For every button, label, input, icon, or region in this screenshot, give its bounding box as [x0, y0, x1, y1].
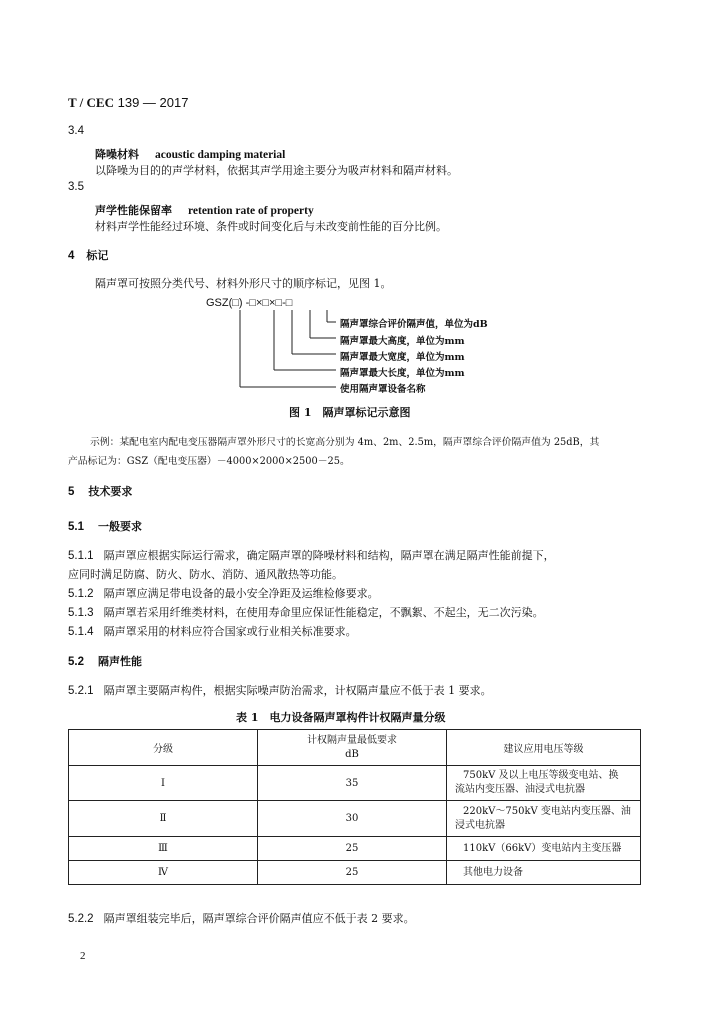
section-5-heading [68, 483, 132, 499]
header-application: 建议应用电压等级 [447, 730, 641, 766]
cell-grade: Ⅲ [69, 837, 258, 861]
cell-value: 35 [258, 766, 447, 801]
section-5-2-title: 隔声性能 [98, 655, 142, 668]
clause-number: 5.1.1 [68, 550, 94, 562]
section-5-2-heading [68, 653, 142, 669]
term-cn: 声学性能保留率 [95, 204, 172, 217]
figure-1-caption: 图 1 隔声罩标记示意图 [289, 406, 411, 419]
section-3-4-number: 3.4 [68, 125, 84, 137]
table-header-row [69, 730, 641, 766]
clause-5-1-1-line-1 [68, 547, 555, 563]
section-5-number: 5 [68, 486, 75, 498]
term-cn: 降噪材料 [95, 148, 139, 161]
diagram-label-width: 隔声罩最大宽度，单位为mm [340, 352, 465, 363]
document-header [68, 95, 188, 111]
table-1-caption: 表 1 电力设备隔声罩构件计权隔声量分级 [236, 711, 446, 724]
diagram-label-length: 隔声罩最大长度，单位为mm [340, 368, 465, 379]
clause-number: 5.2.2 [68, 913, 94, 925]
cell-application: 110kV（66kV）变电站内主变压器 [447, 837, 641, 861]
clause-text: 隔声罩主要隔声构件，根据实际噪声防治需求，计权隔声量应不低于表 1 要求。 [103, 684, 492, 697]
section-5-2-number: 5.2 [68, 656, 84, 668]
header-value-unit: dB [345, 748, 359, 760]
header-value-label: 计权隔声量最低要求 [307, 734, 397, 746]
diagram-label-height: 隔声罩最大高度，单位为mm [340, 336, 465, 347]
clause-number: 5.1.2 [68, 588, 94, 600]
example-line-2: 产品标记为：GSZ（配电变压器）－4000×2000×2500－25。 [68, 456, 350, 467]
section-4-title: 标记 [86, 249, 109, 262]
cell-value: 25 [258, 837, 447, 861]
table-row [69, 801, 641, 837]
clause-text: 隔声罩若采用纤维类材料，在使用寿命里应保证性能稳定，不飘絮、不起尘，无二次污染。 [103, 606, 544, 619]
header-grade: 分级 [69, 730, 258, 766]
section-3-5-term [95, 199, 314, 218]
cell-grade: Ⅰ [69, 766, 258, 801]
cell-application: 220kV～750kV 变电站内变压器、油 浸式电抗器 [447, 801, 641, 837]
section-3-5-number: 3.5 [68, 181, 84, 193]
clause-5-2-2 [68, 910, 415, 926]
marking-code: GSZ(□) -□×□×□-□ [206, 297, 293, 309]
cell-application: 750kV 及以上电压等级变电站、换 流站内变压器、油浸式电抗器 [447, 766, 641, 801]
standard-org: T / CEC [68, 95, 114, 110]
term-en: retention rate of property [188, 205, 314, 217]
section-4-number: 4 [68, 250, 75, 262]
clause-number: 5.1.3 [68, 607, 94, 619]
clause-5-1-3 [68, 604, 544, 620]
section-4-heading [68, 247, 108, 263]
clause-5-2-1 [68, 682, 492, 698]
clause-5-1-2 [68, 585, 379, 601]
page-number: 2 [80, 950, 86, 962]
cell-value: 30 [258, 801, 447, 837]
table-row [69, 861, 641, 885]
term-en: acoustic damping material [155, 149, 286, 161]
section-3-4-definition: 以降噪为目的的声学材料，依据其声学用途主要分为吸声材料和隔声材料。 [95, 164, 458, 177]
clause-text: 隔声罩采用的材料应符合国家或行业相关标准要求。 [103, 625, 357, 638]
section-5-1-number: 5.1 [68, 521, 84, 533]
cell-grade: Ⅳ [69, 861, 258, 885]
example-line-1: 示例：某配电室内配电变压器隔声罩外形尺寸的长宽高分别为 4m、2m、2.5m，隔声罩综合评价隔声值为 25dB，其 [90, 437, 600, 448]
clause-5-1-4 [68, 623, 357, 639]
cell-value: 25 [258, 861, 447, 885]
diagram-label-equipment: 使用隔声罩设备名称 [340, 384, 426, 395]
cell-application: 其他电力设备 [447, 861, 641, 885]
section-4-paragraph: 隔声罩可按照分类代号、材料外形尺寸的顺序标记，见图 1。 [95, 277, 392, 290]
clause-number: 5.1.4 [68, 626, 94, 638]
clause-text: 隔声罩应满足带电设备的最小安全净距及运维检修要求。 [103, 587, 379, 600]
table-row [69, 837, 641, 861]
section-5-title: 技术要求 [88, 485, 133, 498]
section-5-1-heading [68, 518, 142, 534]
section-3-5-definition: 材料声学性能经过环境、条件或时间变化后与未改变前性能的百分比例。 [95, 220, 447, 233]
header-value [258, 730, 447, 766]
section-5-1-title: 一般要求 [98, 520, 142, 533]
clause-text: 隔声罩组装完毕后，隔声罩综合评价隔声值应不低于表 2 要求。 [103, 912, 415, 925]
clause-5-1-1-line-2: 应同时满足防腐、防火、防水、消防、通风散热等功能。 [68, 568, 343, 581]
marking-diagram-lines [200, 308, 350, 393]
clause-number: 5.2.1 [68, 685, 94, 697]
section-3-4-term [95, 143, 285, 162]
clause-text: 隔声罩应根据实际运行需求，确定隔声罩的降噪材料和结构，隔声罩在满足隔声性能前提下， [103, 549, 555, 562]
cell-grade: Ⅱ [69, 801, 258, 837]
table-row [69, 766, 641, 801]
standard-number: 139 — 2017 [114, 95, 189, 110]
table-1 [68, 729, 641, 885]
diagram-label-rating: 隔声罩综合评价隔声值，单位为dB [340, 319, 488, 330]
